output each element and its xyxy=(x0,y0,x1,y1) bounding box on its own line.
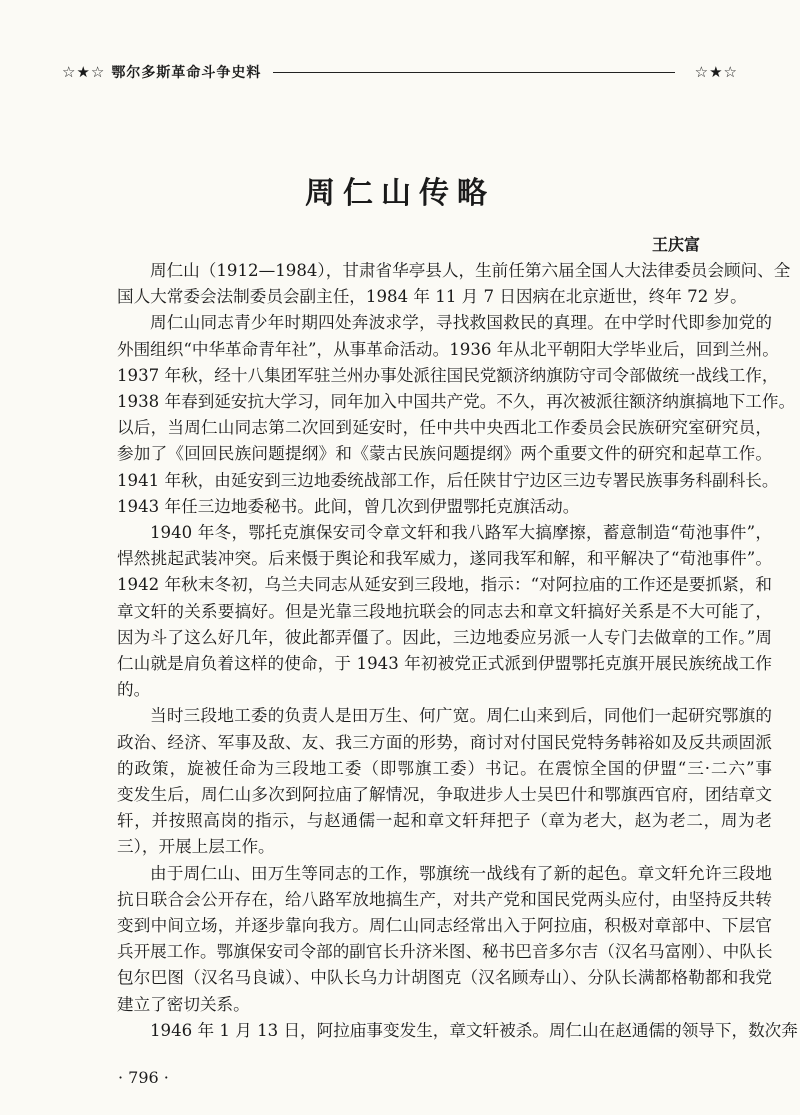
page-number: · 796 · xyxy=(118,1068,169,1087)
paragraph xyxy=(117,703,772,860)
text-line: 外围组织“中华革命青年社”，从事革命活动。1936 年从北平朝阳大学毕业后，回到兰州。 xyxy=(117,339,779,359)
paragraph xyxy=(117,310,796,520)
text-line: 因为斗了这么好几年，彼此都弄僵了。因此，三边地委应另派一人专门去做章的工作。”周 xyxy=(117,627,772,647)
text-line: 建立了密切关系。 xyxy=(117,994,250,1014)
running-header xyxy=(62,60,738,84)
stars-ornament-right: ☆★☆ xyxy=(694,63,738,81)
text-line: 的政策，旋被任命为三段地工委（即鄂旗工委）书记。在震惊全国的伊盟“三·二六”事 xyxy=(117,758,772,778)
paragraph xyxy=(117,258,791,310)
paragraph xyxy=(117,520,772,703)
paragraph xyxy=(117,861,772,1018)
text-line: 包尔巴图（汉名马良诚）、中队长乌力计胡图克（汉名顾寿山）、分队长满都格勒都和我党 xyxy=(117,968,772,988)
text-line: 参加了《回回民族问题提纲》和《蒙古民族问题提纲》两个重要文件的研究和起草工作。 xyxy=(117,444,772,464)
text-line: 1942 年秋末冬初，乌兰夫同志从延安到三段地，指示：“对阿拉庙的工作还是要抓紧，和 xyxy=(117,575,772,595)
text-line: 抗日联合会公开存在，给八路军放地搞生产，对共产党和国民党两头应付，由坚持反共转 xyxy=(117,889,772,909)
text-line: 章文轩的关系要搞好。但是光靠三段地抗联会的同志去和章文轩搞好关系是不大可能了， xyxy=(117,601,772,621)
text-line: 的。 xyxy=(117,680,151,700)
text-line: 1943 年任三边地委秘书。此间，曾几次到伊盟鄂托克旗活动。 xyxy=(117,496,580,516)
text-line: 兵开展工作。鄂旗保安司令部的副官长升济米图、秘书巴音多尔吉（汉名马富刚）、中队长 xyxy=(117,942,773,962)
text-line: 1938 年春到延安抗大学习，同年加入中国共产党。不久，再次被派往额济纳旗搞地下工作。 xyxy=(117,392,796,412)
stars-ornament-left: ☆★☆ xyxy=(62,63,106,81)
text-line: 政治、经济、军事及敌、友、我三方面的形势，商讨对付国民党特务韩裕如及反共顽固派 xyxy=(117,732,772,752)
text-line: 周仁山同志青少年时期四处奔波求学，寻找救国救民的真理。在中学时代即参加党的 xyxy=(150,313,772,333)
text-line: 悍然挑起武装冲突。后来慑于舆论和我军威力，遂同我军和解，和平解决了“荀池事件”。 xyxy=(117,549,772,569)
article-title: 周仁山传略 xyxy=(305,176,495,211)
text-line: 1946 年 1 月 13 日，阿拉庙事变发生，章文轩被杀。周仁山在赵通儒的领导下，数次奔 xyxy=(150,1020,798,1040)
author-name: 王庆富 xyxy=(652,235,701,254)
text-line: 1937 年秋，经十八集团军驻兰州办事处派往国民党额济纳旗防守司令部做统一战线工作， xyxy=(117,365,779,385)
text-line: 1941 年秋，由延安到三边地委统战部工作，后任陕甘宁边区三边专署民族事务科副科长。 xyxy=(117,470,779,490)
paragraph xyxy=(117,1018,798,1044)
text-line: 变到中间立场，并逐步靠向我方。周仁山同志经常出入于阿拉庙，积极对章部中、下层官 xyxy=(117,916,772,936)
header-rule xyxy=(273,72,674,73)
text-line: 当时三段地工委的负责人是田万生、何广宽。周仁山来到后，同他们一起研究鄂旗的 xyxy=(150,706,772,726)
text-line: 变发生后，周仁山多次到阿拉庙了解情况，争取进步人士吴巴什和鄂旗西官府，团结章文 xyxy=(117,785,772,805)
article-body xyxy=(117,258,798,1044)
text-line: 1940 年冬，鄂托克旗保安司令章文轩和我八路军大搞摩擦，蓄意制造“荀池事件”， xyxy=(150,523,772,543)
text-line: 仁山就是肩负着这样的使命，于 1943 年初被党正式派到伊盟鄂托克旗开展民族统战工作 xyxy=(117,654,772,674)
text-line: 由于周仁山、田万生等同志的工作，鄂旗统一战线有了新的起色。章文轩允许三段地 xyxy=(150,863,772,883)
series-title: 鄂尔多斯革命斗争史料 xyxy=(111,65,262,81)
text-line: 轩，并按照高岗的指示，与赵通儒一起和章文轩拜把子（章为老大，赵为老二，周为老 xyxy=(117,811,772,831)
text-line: 周仁山（1912—1984），甘肃省华亭县人，生前任第六届全国人大法律委员会顾问、全 xyxy=(150,261,791,280)
text-line: 以后，当周仁山同志第二次回到延安时，任中共中央西北工作委员会民族研究室研究员， xyxy=(117,418,772,438)
text-line: 三），开展上层工作。 xyxy=(117,837,275,857)
text-line: 国人大常委会法制委员会副主任，1984 年 11 月 7 日因病在北京逝世，终年 72 岁。 xyxy=(117,287,747,307)
